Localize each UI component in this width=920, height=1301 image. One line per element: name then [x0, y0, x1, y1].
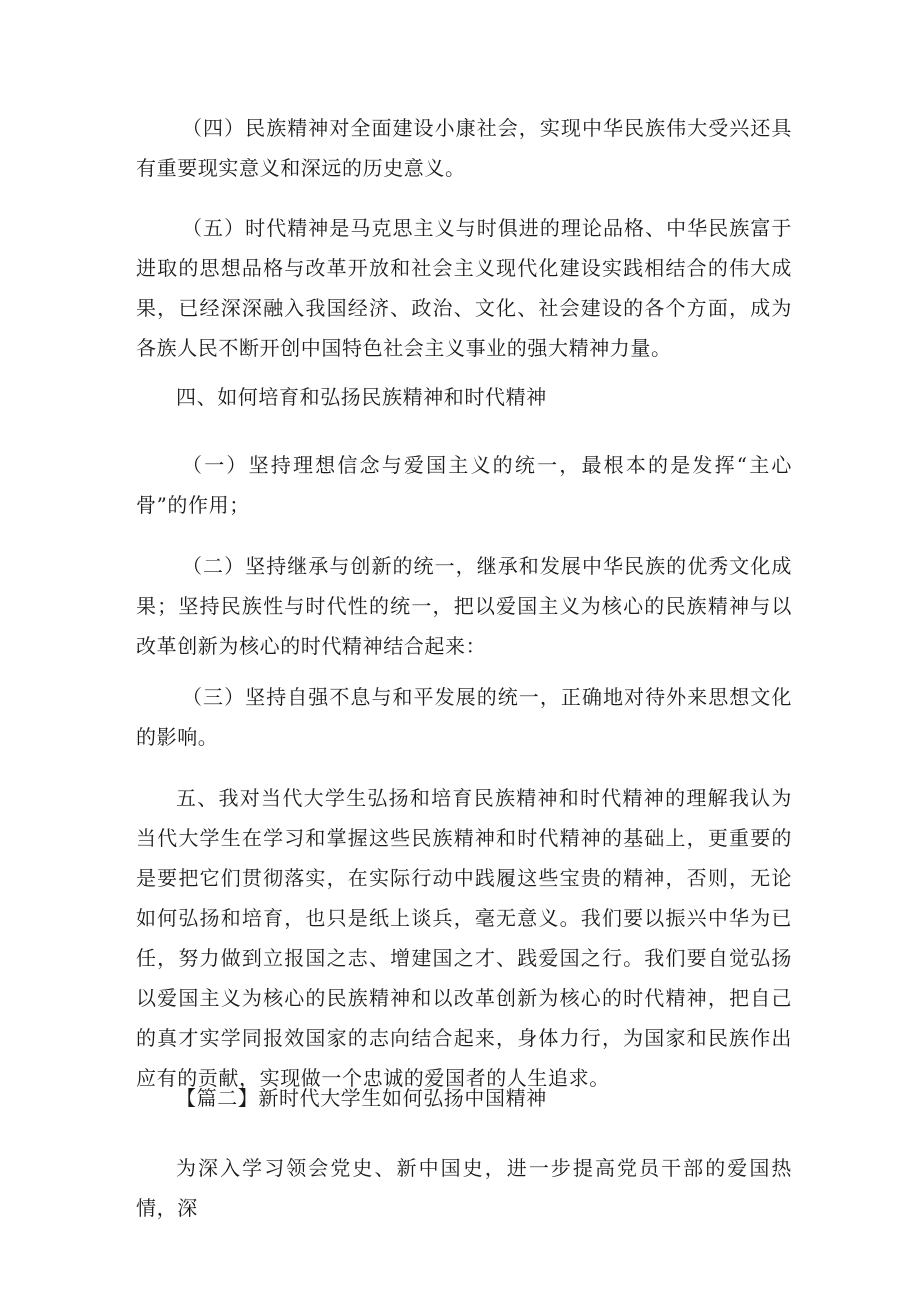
section-five-paragraph: 五、我对当代大学生弘扬和培育民族精神和时代精神的理解我认为当代大学生在学习和掌握这些民族精神和时代精神的基础上，更重要的是要把它们贯彻落实，在实际行动中践履这些宝贵的精神，否则，无论如何弘扬和培育，也只是纸上谈兵，毫无意义。我们要以振兴中华为已任，努力做到立报国之志、增建国之才、践爱国之行。我们要自觉弘扬以爱国主义为核心的民族精神和以改革创新为核心的时代精神，把自己的真才实学同报效国家的志向结合起来，身体力行，为国家和民族作出应有的贡献，实现做一个忠诚的爱国者的人生追求。	[136, 786, 792, 1090]
paragraph-point-three: （三）坚持自强不息与和平发展的统一，正确地对待外来思想文化的影响。	[136, 685, 792, 749]
paragraph-point-two: （二）坚持继承与创新的统一，继承和发展中华民族的优秀文化成果；坚持民族性与时代性的统一，把以爱国主义为核心的民族精神与以改革创新为核心的时代精神结合起来：	[136, 554, 792, 658]
paragraph-point-one: （一）坚持理想信念与爱国主义的统一，最根本的是发挥“主心骨”的作用；	[136, 453, 792, 517]
paragraph-era-spirit: （五）时代精神是马克思主义与时俱进的理论品格、中华民族富于进取的思想品格与改革开放和社会主义现代化建设实践相结合的伟大成果，已经深深融入我国经济、政治、文化、社会建设的各个方面，成为各族人民不断开创中国特色社会主义事业的强大精神力量。	[136, 216, 792, 360]
section-heading-four: 四、如何培育和弘扬民族精神和时代精神	[176, 385, 547, 409]
paragraph-national-spirit-significance: （四）民族精神对全面建设小康社会，实现中华民族伟大受兴还具有重要现实意义和深远的历史意义。	[136, 116, 792, 180]
article-two-intro-paragraph: 为深入学习领会党史、新中国史，进一步提高党员干部的爱国热情，深	[136, 1156, 792, 1220]
article-two-heading: 【篇二】新时代大学生如何弘扬中国精神	[176, 1086, 547, 1110]
